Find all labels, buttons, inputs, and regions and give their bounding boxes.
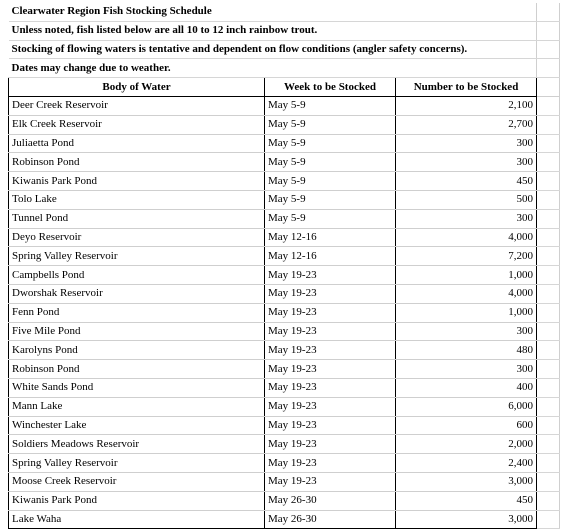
number-cell[interactable]: 300 [396,153,537,172]
body-of-water-cell[interactable]: Robinson Pond [9,360,265,379]
body-of-water-cell[interactable]: Kiwanis Park Pond [9,491,265,510]
table-row [9,322,560,341]
spreadsheet [8,3,559,529]
week-cell[interactable]: May 19-23 [265,341,396,360]
number-cell[interactable]: 300 [396,360,537,379]
week-cell[interactable]: May 5-9 [265,96,396,115]
week-cell[interactable]: May 19-23 [265,454,396,473]
number-cell[interactable]: 2,400 [396,454,537,473]
number-cell[interactable]: 450 [396,172,537,191]
empty-cell[interactable] [537,303,560,322]
body-of-water-cell[interactable]: Juliaetta Pond [9,134,265,153]
table-row [9,153,560,172]
empty-cell[interactable] [537,21,560,40]
table-row [9,134,560,153]
number-cell[interactable]: 300 [396,322,537,341]
table-row [9,378,560,397]
empty-cell[interactable] [537,322,560,341]
empty-cell[interactable] [537,266,560,285]
week-cell[interactable]: May 5-9 [265,172,396,191]
week-cell[interactable]: May 19-23 [265,303,396,322]
empty-cell[interactable] [537,491,560,510]
week-cell[interactable]: May 26-30 [265,491,396,510]
title-row [9,3,560,21]
schedule-title[interactable]: Clearwater Region Fish Stocking Schedule [9,3,537,21]
table-row [9,266,560,285]
week-cell[interactable]: May 5-9 [265,209,396,228]
header-row [9,78,560,97]
note-weather[interactable]: Dates may change due to weather. [9,59,537,78]
table-row [9,247,560,266]
week-cell[interactable]: May 19-23 [265,360,396,379]
body-of-water-cell[interactable]: Karolyns Pond [9,341,265,360]
empty-cell[interactable] [537,96,560,115]
body-of-water-cell[interactable]: Five Mile Pond [9,322,265,341]
number-cell[interactable]: 4,000 [396,284,537,303]
empty-cell[interactable] [537,284,560,303]
empty-cell[interactable] [537,472,560,491]
number-cell[interactable]: 1,000 [396,266,537,285]
body-of-water-cell[interactable]: Kiwanis Park Pond [9,172,265,191]
table-row [9,435,560,454]
empty-cell[interactable] [537,341,560,360]
stocking-table [8,3,560,529]
body-of-water-cell[interactable]: Robinson Pond [9,153,265,172]
body-of-water-cell[interactable]: Spring Valley Reservoir [9,454,265,473]
number-cell[interactable]: 6,000 [396,397,537,416]
body-of-water-cell[interactable]: Deyo Reservoir [9,228,265,247]
empty-cell[interactable] [537,209,560,228]
week-cell[interactable]: May 19-23 [265,284,396,303]
week-cell[interactable]: May 19-23 [265,472,396,491]
number-cell[interactable]: 4,000 [396,228,537,247]
body-of-water-cell[interactable]: Winchester Lake [9,416,265,435]
number-cell[interactable]: 300 [396,134,537,153]
column-header-number[interactable]: Number to be Stocked [396,78,537,97]
table-row [9,397,560,416]
empty-cell[interactable] [537,378,560,397]
body-of-water-cell[interactable]: Deer Creek Reservoir [9,96,265,115]
column-header-week[interactable]: Week to be Stocked [265,78,396,97]
week-cell[interactable]: May 19-23 [265,397,396,416]
empty-cell[interactable] [537,134,560,153]
empty-cell[interactable] [537,78,560,97]
table-row [9,284,560,303]
table-row [9,209,560,228]
empty-cell[interactable] [537,3,560,21]
table-row [9,472,560,491]
empty-cell[interactable] [537,397,560,416]
table-row [9,190,560,209]
week-cell[interactable]: May 26-30 [265,510,396,529]
table-row [9,96,560,115]
table-row [9,303,560,322]
body-of-water-cell[interactable]: White Sands Pond [9,378,265,397]
table-row [9,491,560,510]
number-cell[interactable]: 600 [396,416,537,435]
empty-cell[interactable] [537,172,560,191]
empty-cell[interactable] [537,115,560,134]
week-cell[interactable]: May 19-23 [265,416,396,435]
body-of-water-cell[interactable]: Tunnel Pond [9,209,265,228]
body-of-water-cell[interactable]: Campbells Pond [9,266,265,285]
empty-cell[interactable] [537,153,560,172]
body-of-water-cell[interactable]: Soldiers Meadows Reservoir [9,435,265,454]
table-row [9,416,560,435]
number-cell[interactable]: 2,100 [396,96,537,115]
number-cell[interactable]: 450 [396,491,537,510]
table-row [9,172,560,191]
week-cell[interactable]: May 12-16 [265,247,396,266]
table-row [9,454,560,473]
note-row [9,21,560,40]
number-cell[interactable]: 7,200 [396,247,537,266]
week-cell[interactable]: May 5-9 [265,134,396,153]
empty-cell[interactable] [537,360,560,379]
body-of-water-cell[interactable]: Dworshak Reservoir [9,284,265,303]
body-of-water-cell[interactable]: Elk Creek Reservoir [9,115,265,134]
body-of-water-cell[interactable]: Lake Waha [9,510,265,529]
empty-cell[interactable] [537,190,560,209]
number-cell[interactable]: 3,000 [396,510,537,529]
table-row [9,360,560,379]
body-of-water-cell[interactable]: Moose Creek Reservoir [9,472,265,491]
empty-cell[interactable] [537,454,560,473]
week-cell[interactable]: May 5-9 [265,115,396,134]
table-body [9,3,560,529]
week-cell[interactable]: May 5-9 [265,190,396,209]
number-cell[interactable]: 1,000 [396,303,537,322]
empty-cell[interactable] [537,59,560,78]
note-flowing-waters[interactable]: Stocking of flowing waters is tentative and dependent on flow conditions (angler safety concerns). [9,40,537,59]
empty-cell[interactable] [537,247,560,266]
body-of-water-cell[interactable]: Spring Valley Reservoir [9,247,265,266]
body-of-water-cell[interactable]: Fenn Pond [9,303,265,322]
number-cell[interactable]: 2,000 [396,435,537,454]
empty-cell[interactable] [537,40,560,59]
number-cell[interactable]: 3,000 [396,472,537,491]
body-of-water-cell[interactable]: Mann Lake [9,397,265,416]
week-cell[interactable]: May 19-23 [265,322,396,341]
number-cell[interactable]: 2,700 [396,115,537,134]
week-cell[interactable]: May 19-23 [265,378,396,397]
body-of-water-cell[interactable]: Tolo Lake [9,190,265,209]
empty-cell[interactable] [537,416,560,435]
number-cell[interactable]: 300 [396,209,537,228]
empty-cell[interactable] [537,228,560,247]
week-cell[interactable]: May 12-16 [265,228,396,247]
number-cell[interactable]: 400 [396,378,537,397]
empty-cell[interactable] [537,435,560,454]
table-row [9,510,560,529]
number-cell[interactable]: 480 [396,341,537,360]
table-row [9,115,560,134]
note-row [9,59,560,78]
week-cell[interactable]: May 19-23 [265,435,396,454]
table-row [9,228,560,247]
table-row [9,341,560,360]
note-row [9,40,560,59]
empty-cell[interactable] [537,510,560,529]
note-fish-size[interactable]: Unless noted, fish listed below are all 10 to 12 inch rainbow trout. [9,21,537,40]
number-cell[interactable]: 500 [396,190,537,209]
week-cell[interactable]: May 19-23 [265,266,396,285]
week-cell[interactable]: May 5-9 [265,153,396,172]
column-header-body-of-water[interactable]: Body of Water [9,78,265,97]
